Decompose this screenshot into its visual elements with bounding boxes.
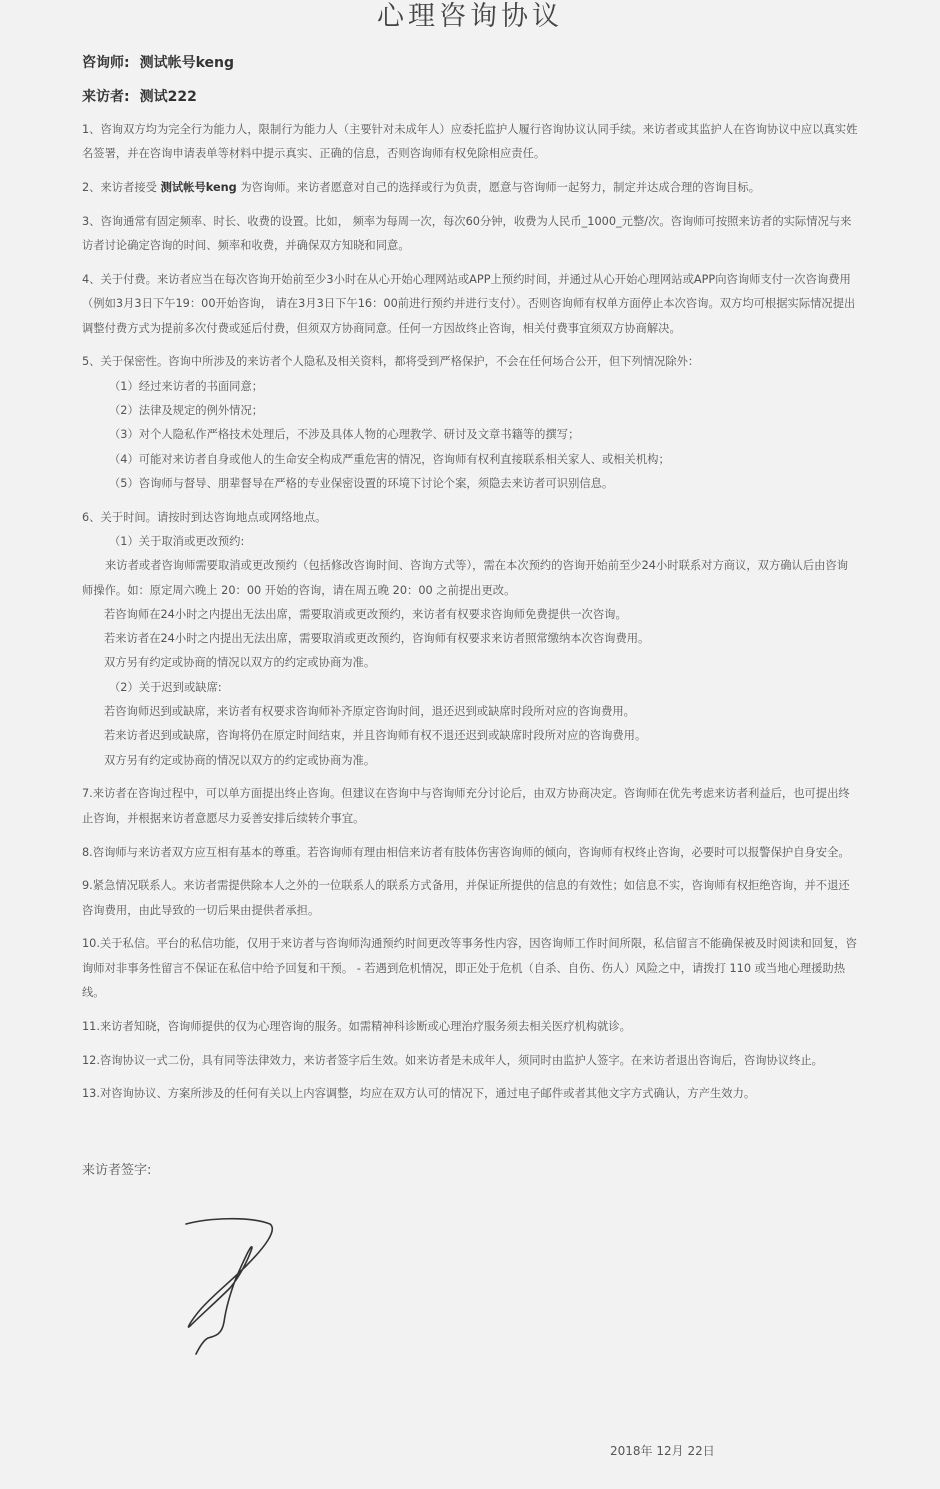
clause-6-1-a: 若咨询师在24小时之内提出无法出席，需要取消或更改预约，来访者有权要求咨询师免费提供一次咨询。 — [104, 607, 627, 621]
clause-6-intro: 6、关于时间。请按时到达咨询地点或网络地点。 — [82, 510, 327, 524]
clause-6-1-title: （1）关于取消或更改预约: — [109, 534, 245, 548]
visitor-name: 测试222 — [139, 89, 197, 105]
clause-7: 7.来访者在咨询过程中，可以单方面提出终止咨询。但建议在咨询中与咨询师充分讨论后，由双方协商决定。咨询师在优先考虑来访者利益后，也可提出终止咨询，并根据来访者意愿尽力妥善安排后续转介事宜。 — [82, 787, 850, 825]
clause-5-item: （2）法律及规定的例外情况； — [109, 403, 264, 417]
clause-1: 1、咨询双方均为完全行为能力人，限制行为能力人（主要针对未成年人）应委托监护人履行咨询协议认同手续。来访者或其监护人在咨询协议中应以真实姓名签署，并在咨询申请表单等材料中提示真实、正确的信息，否则咨询师有权免除相应责任。 — [82, 123, 858, 161]
clause-12: 12.咨询协议一式二份，具有同等法律效力，来访者签字后生效。如来访者是未成年人，须同时由监护人签字。在来访者退出咨询后，咨询协议终止。 — [82, 1053, 823, 1067]
clause-2-suffix: 为咨询师。来访者愿意对自己的选择或行为负责，愿意与咨询师一起努力，制定并达成合理的咨询目标。 — [236, 181, 761, 195]
clause-13: 13.对咨询协议、方案所涉及的任何有关以上内容调整，均应在双方认可的情况下，通过电子邮件或者其他文字方式确认，方产生效力。 — [82, 1087, 756, 1101]
visitor-line — [82, 86, 197, 106]
signature-label: 来访者签字: — [82, 1163, 152, 1178]
clause-6-2-b: 若来访者迟到或缺席，咨询将仍在原定时间结束，并且咨询师有权不退还迟到或缺席时段所对应的咨询费用。 — [104, 729, 647, 743]
clause-2-prefix: 2、来访者接受 — [82, 181, 161, 195]
visitor-label: 来访者: — [82, 89, 130, 105]
clause-2 — [82, 176, 858, 200]
clause-6-1-c: 双方另有约定或协商的情况以双方的约定或协商为准。 — [104, 656, 376, 670]
counselor-label: 咨询师: — [82, 55, 130, 71]
clause-3: 3、咨询通常有固定频率、时长、收费的设置。比如， 频率为每周一次，每次60分钟，收费为人民币_1000_元整/次。咨询师可按照来访者的实际情况与来访者讨论确定咨询的时间、频率和收费，并确保双方知晓和同意。 — [82, 214, 852, 253]
clause-4: 4、关于付费。来访者应当在每次咨询开始前至少3小时在从心开始心理网站或APP上预约时间，并通过从心开始心理网站或APP向咨询师支付一次咨询费用（例如3月3日下午19：00开始咨询， 请在3月3日下午16：00前进行预约并进行支付）。否则咨询师有权单方面停止本次咨询。双方均可根据实际情况提出调整付费方式为提前多次付费或延后付费，但须双方协商同意。任何一方因故终止咨询，相关付费事宜须双方协商解决。 — [82, 272, 856, 335]
clause-9: 9.紧急情况联系人。来访者需提供除本人之外的一位联系人的联系方式备用，并保证所提供的信息的有效性；如信息不实，咨询师有权拒绝咨询，并不退还咨询费用，由此导致的一切后果由提供者承担。 — [82, 879, 850, 917]
clause-5-intro: 5、关于保密性。咨询中所涉及的来访者个人隐私及相关资料，都将受到严格保护，不会在任何场合公开，但下列情况除外： — [82, 355, 700, 369]
clause-6-2-title: （2）关于迟到或缺席: — [109, 680, 222, 694]
signature-date: 2018年 12月 22日 — [610, 1444, 715, 1458]
clause-8: 8.咨询师与来访者双方应互相有基本的尊重。若咨询师有理由相信来访者有肢体伤害咨询师的倾向，咨询师有权终止咨询，必要时可以报警保护自身安全。 — [82, 845, 850, 859]
clause-11: 11.来访者知晓，咨询师提供的仅为心理咨询的服务。如需精神科诊断或心理治疗服务须去相关医疗机构就诊。 — [82, 1019, 631, 1033]
clause-6 — [82, 506, 858, 773]
clause-6-2-c: 双方另有约定或协商的情况以双方的约定或协商为准。 — [104, 753, 376, 767]
counselor-line — [82, 52, 234, 72]
clause-5-item: （4）可能对来访者自身或他人的生命安全构成严重危害的情况，咨询师有权利直接联系相关家人、或相关机构； — [109, 452, 670, 466]
counselor-name: 测试帐号keng — [139, 55, 235, 71]
clause-5 — [82, 350, 858, 496]
clause-10: 10.关于私信。平台的私信功能，仅用于来访者与咨询师沟通预约时间更改等事务性内容，因咨询师工作时间所限，私信留言不能确保被及时阅读和回复，咨询师对非事务性留言不保证在私信中给予回复和干预。 - 若遇到危机情况，即正处于危机（自杀、自伤、伤人）风险之中，请拨打 110 或当地心理援助热线。 — [82, 937, 857, 999]
clause-5-item: （1）经过来访者的书面同意； — [109, 379, 264, 393]
clause-6-1-b: 若来访者在24小时之内提出无法出席，需要取消或更改预约，咨询师有权要求来访者照常缴纳本次咨询费用。 — [104, 632, 650, 646]
agreement-clauses — [82, 118, 858, 1116]
clause-2-counselor-name: 测试帐号keng — [160, 181, 237, 195]
handwritten-signature — [178, 1212, 282, 1360]
clause-5-item: （5）咨询师与督导、朋辈督导在严格的专业保密设置的环境下讨论个案，须隐去来访者可识别信息。 — [109, 476, 614, 490]
page-title: 心理咨询协议 — [377, 1, 563, 32]
clause-6-2-a: 若咨询师迟到或缺席，来访者有权要求咨询师补齐原定咨询时间，退还迟到或缺席时段所对应的咨询费用。 — [104, 705, 635, 719]
clause-5-item: （3）对个人隐私作严格技术处理后，不涉及具体人物的心理教学、研讨及文章书籍等的撰写； — [109, 428, 580, 442]
clause-6-1-text: 来访者或者咨询师需要取消或更改预约（包括修改咨询时间、咨询方式等），需在本次预约的咨询开始前至少24小时联系对方商议，双方确认后由咨询师操作。如：原定周六晚上 20：00 开始的咨询，请在周五晚 20：00 之前提出更改。 — [82, 559, 849, 597]
